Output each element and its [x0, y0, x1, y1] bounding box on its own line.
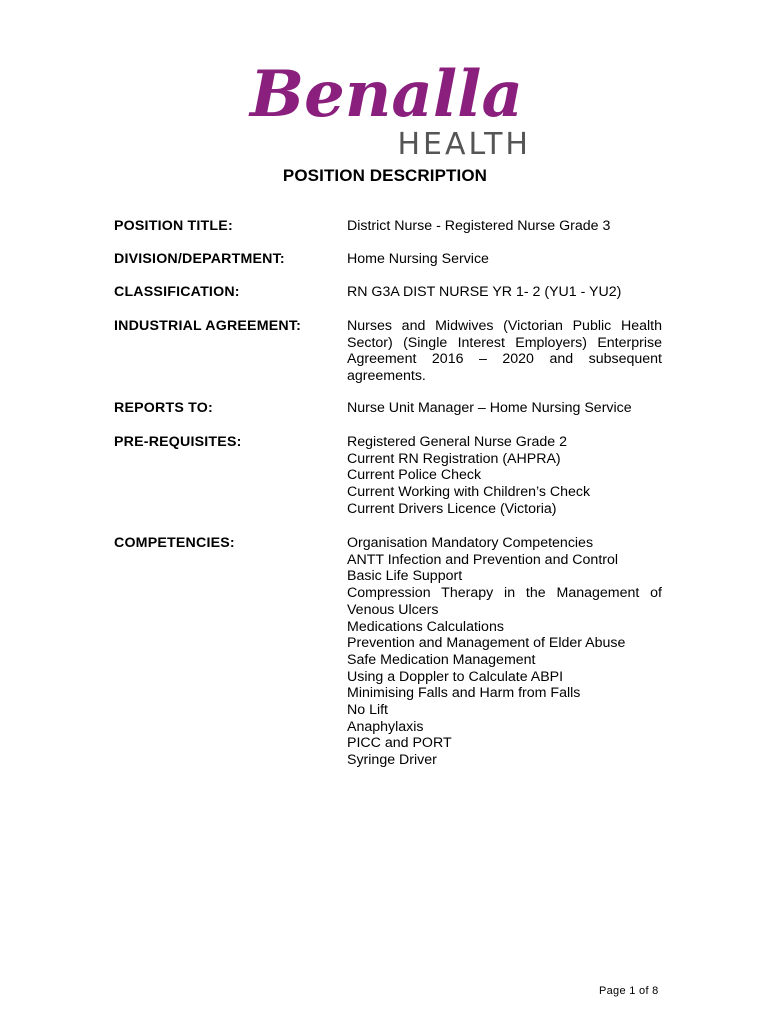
list-item: Current RN Registration (AHPRA) [347, 450, 561, 467]
competencies-list-container [347, 535, 662, 769]
field-value: Nurses and Midwives (Victorian Public Health Sector) (Single Interest Employers) Enterprise Agreement 2016 – 2020 and subsequent agreements. [347, 318, 662, 385]
list-item: Current Working with Children’s Check [347, 484, 591, 501]
benalla-health-logo [248, 50, 538, 160]
field-value: Home Nursing Service [347, 251, 489, 267]
competencies-list [347, 535, 662, 769]
list-item: ANTT Infection and Prevention and Control [347, 551, 619, 568]
list-item: Organisation Mandatory Competencies [347, 535, 594, 551]
prerequisites-list [347, 434, 662, 518]
list-item: Compression Therapy in the Management of Venous Ulcers [347, 585, 662, 618]
list-item: Current Drivers Licence (Victoria) [347, 500, 557, 517]
list-item: Prevention and Management of Elder Abuse [347, 635, 626, 652]
field-label: INDUSTRIAL AGREEMENT: [114, 318, 302, 334]
logo-subtext: HEALTH [397, 127, 531, 160]
field-value: RN G3A DIST NURSE YR 1- 2 (YU1 - YU2) [347, 284, 622, 300]
field-label: POSITION TITLE: [114, 218, 233, 234]
prerequisites-list-container [347, 434, 662, 518]
list-item: Anaphylaxis [347, 718, 424, 735]
list-item: Using a Doppler to Calculate ABPI [347, 668, 564, 685]
list-item: No Lift [347, 702, 389, 719]
list-item: Safe Medication Management [347, 651, 536, 668]
list-item: Current Police Check [347, 467, 482, 484]
field-label: CLASSIFICATION: [114, 284, 240, 300]
list-item: PICC and PORT [347, 735, 452, 752]
field-label: PRE-REQUISITES: [114, 434, 242, 450]
logo-graphic [248, 50, 538, 160]
list-item: Minimising Falls and Harm from Falls [347, 685, 581, 702]
field-label: DIVISION/DEPARTMENT: [114, 251, 285, 267]
logo-script-text: Benalla [250, 57, 523, 132]
list-item: Syringe Driver [347, 752, 437, 769]
field-label: COMPETENCIES: [114, 535, 235, 551]
document-heading: POSITION DESCRIPTION [282, 166, 488, 185]
field-value: District Nurse - Registered Nurse Grade 3 [347, 218, 611, 234]
field-value: Nurse Unit Manager – Home Nursing Service [347, 400, 632, 416]
list-item: Basic Life Support [347, 568, 463, 585]
list-item: Registered General Nurse Grade 2 [347, 434, 568, 450]
field-label: REPORTS TO: [114, 400, 213, 416]
list-item: Medications Calculations [347, 618, 504, 635]
page-number: Page 1 of 8 [599, 985, 659, 997]
